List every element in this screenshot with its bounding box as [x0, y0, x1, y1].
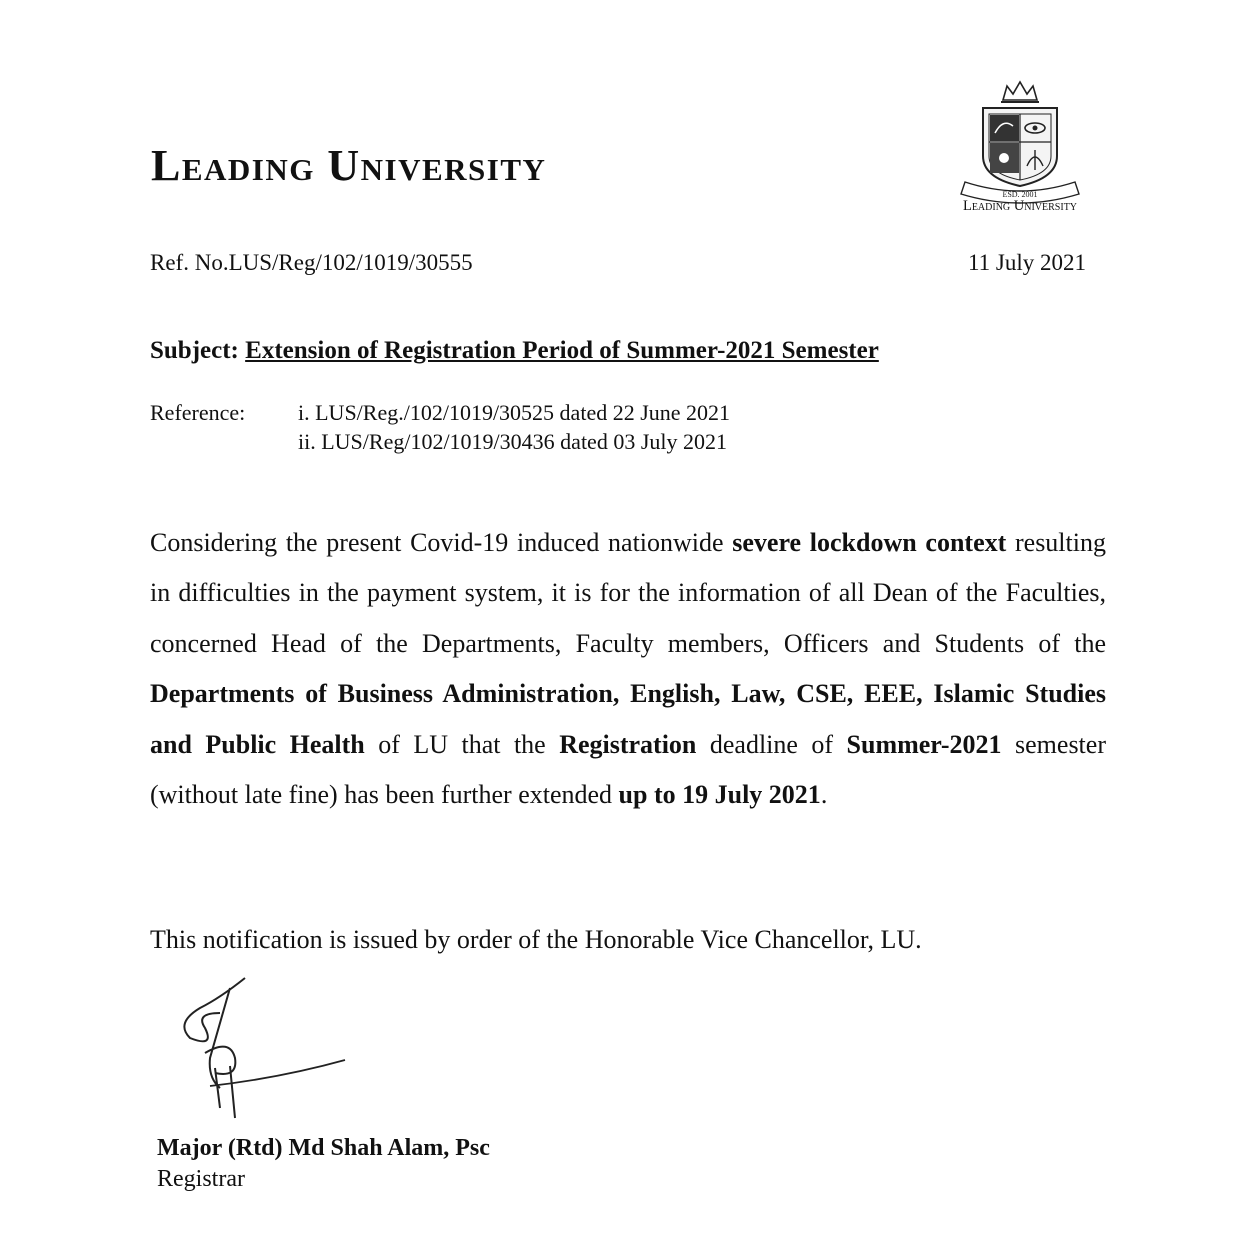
- body-bold-text: severe lockdown context: [732, 528, 1007, 557]
- letter-date: 11 July 2021: [968, 250, 1086, 275]
- body-paragraph: [150, 518, 1106, 820]
- body-bold-text: up to 19 July 2021: [618, 780, 821, 810]
- body-text: resulting in difficulties in the payment system, it is for the information of all Dean of the Faculties, concerned Head of the Departments, Faculty members, Officers and Students of the: [150, 528, 1106, 658]
- body-bold-text: Registration: [559, 729, 697, 759]
- crest-est-text: ESD. 2001: [1002, 190, 1038, 199]
- signatory-title: Registrar: [157, 1166, 245, 1192]
- reference-item: i. LUS/Reg./102/1019/30525 dated 22 June 2021: [298, 400, 731, 425]
- subject-label: Subject:: [150, 337, 239, 364]
- reference-label: Reference:: [150, 400, 246, 425]
- subject-text: Extension of Registration Period of Summer-2021 Semester: [245, 337, 879, 364]
- body-text: Considering the present Covid-19 induced nationwide: [150, 528, 733, 557]
- handwritten-signature: [160, 968, 360, 1128]
- university-name: Leading University: [151, 141, 547, 190]
- body-bold-text: Departments of Business Administration, English, Law, CSE, EEE, Islamic Studies and Public Health: [150, 679, 1106, 759]
- body-text: .: [820, 780, 828, 810]
- body-text: of LU that the: [364, 729, 560, 759]
- closing-statement: This notification is issued by order of the Honorable Vice Chancellor, LU.: [150, 925, 922, 954]
- body-text: deadline of: [696, 729, 847, 759]
- subject-line: [150, 337, 879, 365]
- signatory-name: Major (Rtd) Md Shah Alam, Psc: [157, 1135, 490, 1161]
- reference-list: [298, 398, 730, 456]
- body-bold-text: Summer-2021: [846, 729, 1002, 759]
- reference-number: Ref. No.LUS/Reg/102/1019/30555: [150, 250, 473, 275]
- crest-caption: Leading University: [962, 198, 1078, 214]
- body-text: semester (without late fine) has been further extended: [150, 729, 1106, 810]
- reference-item: ii. LUS/Reg/102/1019/30436 dated 03 July 2021: [298, 429, 727, 454]
